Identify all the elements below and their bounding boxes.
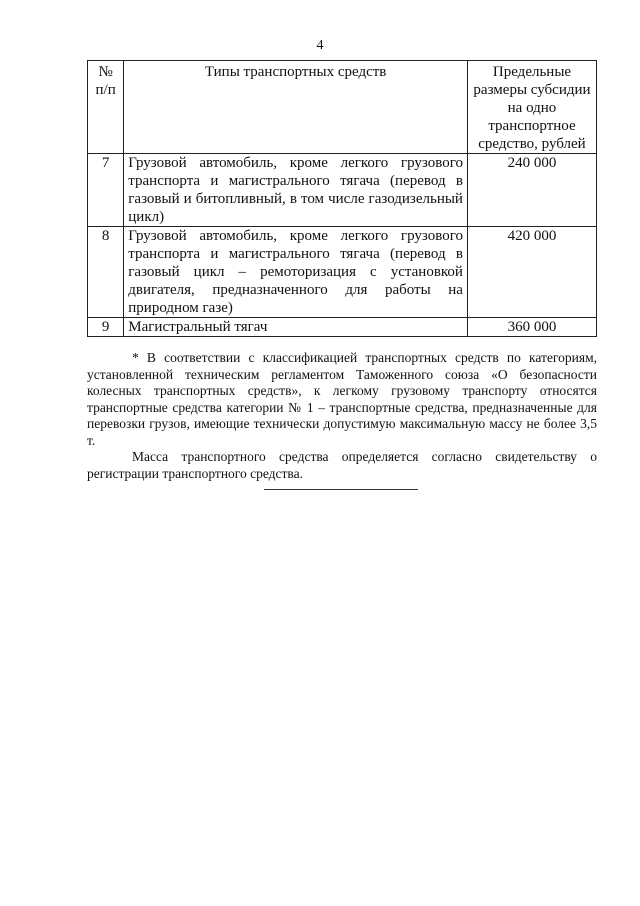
row-subsidy-limit: 420 000	[467, 227, 596, 318]
table-row	[88, 227, 597, 318]
row-number: 8	[88, 227, 124, 318]
row-vehicle-type: Грузовой автомобиль, кроме легкого грузового транспорта и магистрального тягача (перевод в газовый цикл – ремоторизация с установкой двигателя, предназначенного для работы на природном газе)	[124, 227, 468, 318]
row-subsidy-limit: 360 000	[467, 318, 596, 337]
row-number: 7	[88, 154, 124, 227]
row-vehicle-type: Магистральный тягач	[124, 318, 468, 337]
table-row	[88, 318, 597, 337]
footnotes	[87, 350, 597, 482]
page-number: 4	[316, 38, 324, 53]
footnote-vehicle-mass: Масса транспортного средства определяется согласно свидетельству о регистрации транспортного средства.	[87, 449, 597, 481]
row-subsidy-limit: 240 000	[467, 154, 596, 227]
signature-line	[264, 489, 418, 490]
table-header-row	[88, 61, 597, 154]
footnote-classification: * В соответствии с классификацией транспортных средств по категориям, установленной техническим регламентом Таможенного союза «О безопасности колесных транспортных средств», к легкому грузовому транспорту относятся транспортные средства категории № 1 – транспортные средства, предназначенные для перевозки грузов, имеющие технически допустимую максимальную массу не более 3,5 т.	[87, 350, 597, 448]
table-row	[88, 154, 597, 227]
row-number: 9	[88, 318, 124, 337]
header-subsidy-limit: Предельные размеры субсидии на одно транспортное средство, рублей	[467, 61, 596, 154]
subsidy-limits-table	[87, 60, 597, 337]
header-vehicle-type: Типы транспортных средств	[124, 61, 468, 154]
header-number: № п/п	[88, 61, 124, 154]
row-vehicle-type: Грузовой автомобиль, кроме легкого грузового транспорта и магистрального тягача (перевод в газовый и битопливный, в том числе газодизельный цикл)	[124, 154, 468, 227]
